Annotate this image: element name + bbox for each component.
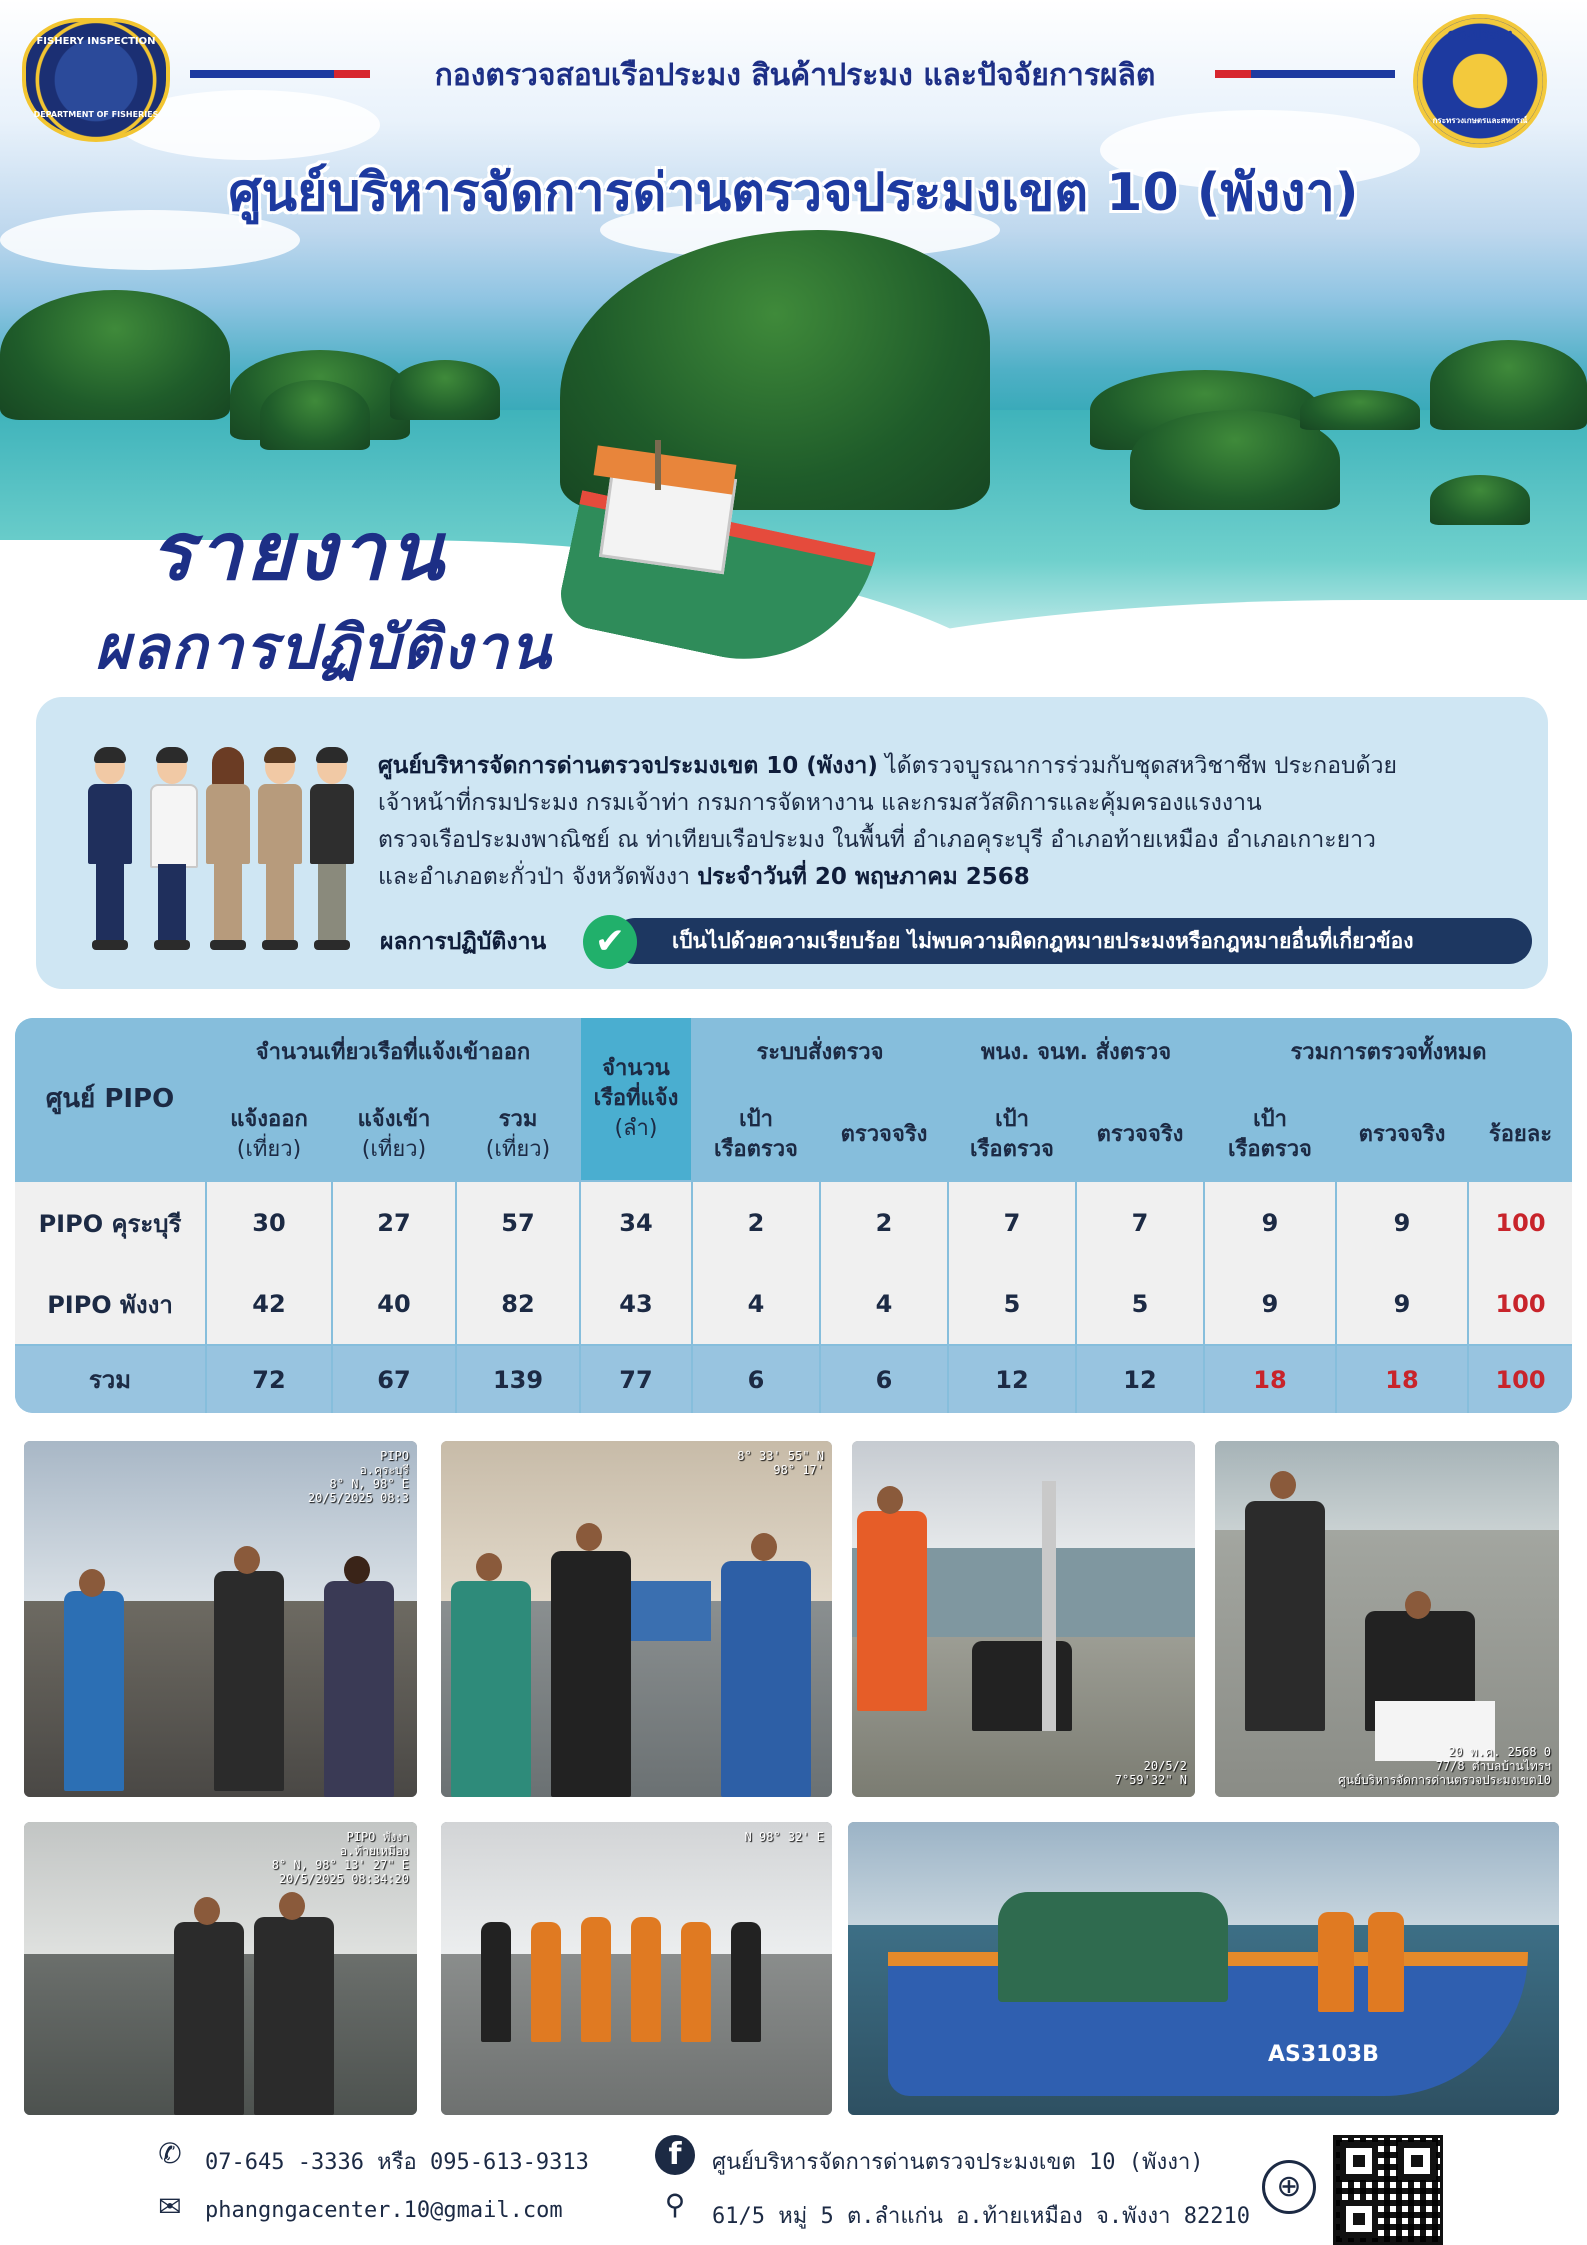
sub-header-sum-line1: รวม [498,1107,538,1132]
boat-plate-text: AS3103B [1268,2042,1379,2067]
cell-out: 42 [207,1264,331,1344]
photo-stamp-5: PIPO พังงา อ.ท้ายเหมือง 8° N, 98° 13' 27" E 20/5/2025 08:34:20 [271,1830,409,1886]
qr-code[interactable] [1333,2135,1443,2245]
info-center-name: ศูนย์บริหารจัดการด่านตรวจประมงเขต 10 (พังงา) [378,753,878,779]
cell-in: 40 [333,1264,455,1344]
footer-facebook[interactable]: ศูนย์บริหารจัดการด่านตรวจประมงเขต 10 (พังงา) [712,2150,1204,2175]
col-header-pipo: ศูนย์ PIPO [15,1018,205,1180]
result-text: เป็นไปด้วยความเรียบร้อย ไม่พบความผิดกฎหมายประมงหรือกฎหมายอื่นที่เกี่ยวข้อง [612,918,1532,964]
officer-illustration-5 [314,750,350,950]
sub-header-total-target [1205,1090,1335,1180]
photo-dock-inspection [441,1441,832,1797]
photo-fishing-boat [848,1822,1559,2115]
facebook-icon[interactable]: f [655,2135,695,2175]
cell-total-actual: 9 [1337,1264,1467,1344]
officer-illustration-4 [262,750,298,950]
officer-target-line1: เป้า [995,1107,1029,1132]
logo-right-bottom-text: กระทรวงเกษตรและสหกรณ์ [1432,116,1528,125]
total-boats: 77 [581,1346,691,1413]
footer-phone: 07-645 -3336 หรือ 095-613-9313 [205,2150,589,2175]
group-header-system: ระบบสั่งตรวจ [693,1018,947,1088]
row-pipo-name: PIPO คุระบุรี [15,1182,205,1264]
total-sum: 139 [457,1346,579,1413]
cell-sum: 57 [457,1182,579,1264]
system-target-line2: เรือตรวจ [714,1137,798,1162]
footer-address: 61/5 หมู่ 5 ต.ลำแก่น อ.ท้ายเหมือง จ.พังงา 82210 [712,2204,1250,2229]
cell-boats: 34 [581,1182,691,1264]
cell-in: 27 [333,1182,455,1264]
cell-percent: 100 [1469,1264,1572,1344]
cell-total-target: 9 [1205,1264,1335,1344]
sub-header-in-line1: แจ้งเข้า [357,1107,431,1132]
officer-illustration-3 [210,750,246,950]
info-line4: และอำเภอตะกั่วป่า จังหวัดพังงา [378,864,698,890]
total-label: รวม [15,1346,205,1413]
photo-document-check [1215,1441,1559,1797]
sub-header-in-line2: (เที่ยว) [361,1137,427,1162]
photo-stamp-4: 20 พ.ค. 2568 0 77/8 ตำบลบ้านไทรฯ ศูนย์บริหารจัดการด่านตรวจประมงเขต10 [1338,1745,1551,1787]
center-title: ศูนย์บริหารจัดการด่านตรวจประมงเขต 10 (พังงา) [228,163,1359,223]
boats-header-line1: จำนวน [602,1056,670,1081]
sub-header-out-line1: แจ้งออก [230,1107,308,1132]
report-subtitle: ผลการปฏิบัติงาน [95,613,553,683]
total-out: 72 [207,1346,331,1413]
officer-illustration-1 [92,750,128,950]
info-line3: ตรวจเรือประมงพาณิชย์ ณ ท่าเทียบเรือประมง ในพื้นที่ อำเภอคุระบุรี อำเภอท้ายเหมือง อำเภอเกาะยาว [378,827,1376,853]
officer-target-line2: เรือตรวจ [970,1137,1054,1162]
total-officer-target: 12 [949,1346,1075,1413]
photo-stamp-1: PIPO อ.คุระบุรี 8° N, 98° E 20/5/2025 08:3 [307,1449,409,1505]
cell-system-target: 4 [693,1264,819,1344]
logo-left-bottom-text: DEPARTMENT OF FISHERIES [33,110,159,119]
boats-header-line3: (ลำ) [614,1116,658,1141]
department-of-fisheries-logo [1413,14,1547,148]
pipo-table [15,1018,1572,1413]
sub-header-officer-target [949,1090,1075,1180]
boats-header-line2: เรือที่แจ้ง [593,1086,679,1111]
info-line1: ได้ตรวจบูรณาการร่วมกับชุดสหวิชาชีพ ประกอบด้วย [877,753,1397,779]
photo-stamp-2: 8° 33' 55" N 98° 17' [737,1449,824,1477]
logo-left-text: FISHERY INSPECTION [36,36,156,47]
total-in: 67 [333,1346,455,1413]
footer-email: phangngacenter.10@gmail.com [205,2198,563,2223]
photo-stamp-6: N 98° 32' E [744,1830,824,1844]
location-pin-icon: ⚲ [664,2188,686,2221]
check-icon: ✔ [583,915,637,969]
header-divider-right [1215,70,1395,78]
cell-system-actual: 2 [821,1182,947,1264]
boat-mast [655,440,661,490]
result-label: ผลการปฏิบัติงาน [380,929,547,955]
cell-total-target: 9 [1205,1182,1335,1264]
photo-stamp-3: 20/5/2 7°59'32" N [1114,1759,1187,1787]
fishery-inspection-logo [22,18,170,142]
sub-header-percent: ร้อยละ [1469,1090,1572,1180]
cell-officer-target: 5 [949,1264,1075,1344]
group-header-trips: จำนวนเที่ยวเรือที่แจ้งเข้าออก [207,1018,579,1088]
sub-header-in [333,1090,455,1180]
sub-header-system-target [693,1090,819,1180]
cell-officer-actual: 5 [1077,1264,1203,1344]
total-target-line1: เป้า [1253,1107,1287,1132]
cell-sum: 82 [457,1264,579,1344]
cell-officer-actual: 7 [1077,1182,1203,1264]
total-percent: 100 [1469,1346,1572,1413]
total-total-target: 18 [1205,1346,1335,1413]
cell-boats: 43 [581,1264,691,1344]
photo-kuraburi-inspection [24,1441,417,1797]
total-system-actual: 6 [821,1346,947,1413]
row-pipo-name: PIPO พังงา [15,1264,205,1344]
sub-header-out-line2: (เที่ยว) [236,1137,302,1162]
total-total-actual: 18 [1337,1346,1467,1413]
cell-percent: 100 [1469,1182,1572,1264]
cell-officer-target: 7 [949,1182,1075,1264]
info-line2: เจ้าหน้าที่กรมประมง กรมเจ้าท่า กรมการจัดหางาน และกรมสวัสดิการและคุ้มครองแรงงาน [378,790,1262,816]
info-date: ประจำวันที่ 20 พฤษภาคม 2568 [697,864,1030,890]
info-body [378,748,1508,896]
sub-header-total-actual: ตรวจจริง [1337,1090,1467,1180]
phone-icon: ✆ [158,2137,182,2170]
group-header-total: รวมการตรวจทั้งหมด [1205,1018,1572,1088]
group-header-boats [581,1018,691,1180]
header-divider-left [190,70,370,78]
group-header-officer: พนง. จนท. สั่งตรวจ [949,1018,1203,1088]
photo-team-group [441,1822,832,2115]
sub-header-sum-line2: (เที่ยว) [485,1137,551,1162]
cell-system-actual: 4 [821,1264,947,1344]
cell-out: 30 [207,1182,331,1264]
sub-header-out [207,1090,331,1180]
total-system-target: 6 [693,1346,819,1413]
org-title: กองตรวจสอบเรือประมง สินค้าประมง และปัจจัยการผลิต [434,58,1156,93]
globe-icon[interactable]: ⊕ [1262,2160,1316,2214]
sub-header-officer-actual: ตรวจจริง [1077,1090,1203,1180]
cell-system-target: 2 [693,1182,819,1264]
photo-pier-inspection [852,1441,1195,1797]
logo-right-text: กรมประมง [1447,27,1513,43]
total-officer-actual: 12 [1077,1346,1203,1413]
cell-total-actual: 9 [1337,1182,1467,1264]
sub-header-sum [457,1090,579,1180]
total-target-line2: เรือตรวจ [1228,1137,1312,1162]
sub-header-system-actual: ตรวจจริง [821,1090,947,1180]
officer-illustration-2 [154,750,190,950]
system-target-line1: เป้า [739,1107,773,1132]
email-icon: ✉ [158,2190,182,2223]
report-title: รายงาน [150,505,448,598]
photo-phangnga-inspection [24,1822,417,2115]
